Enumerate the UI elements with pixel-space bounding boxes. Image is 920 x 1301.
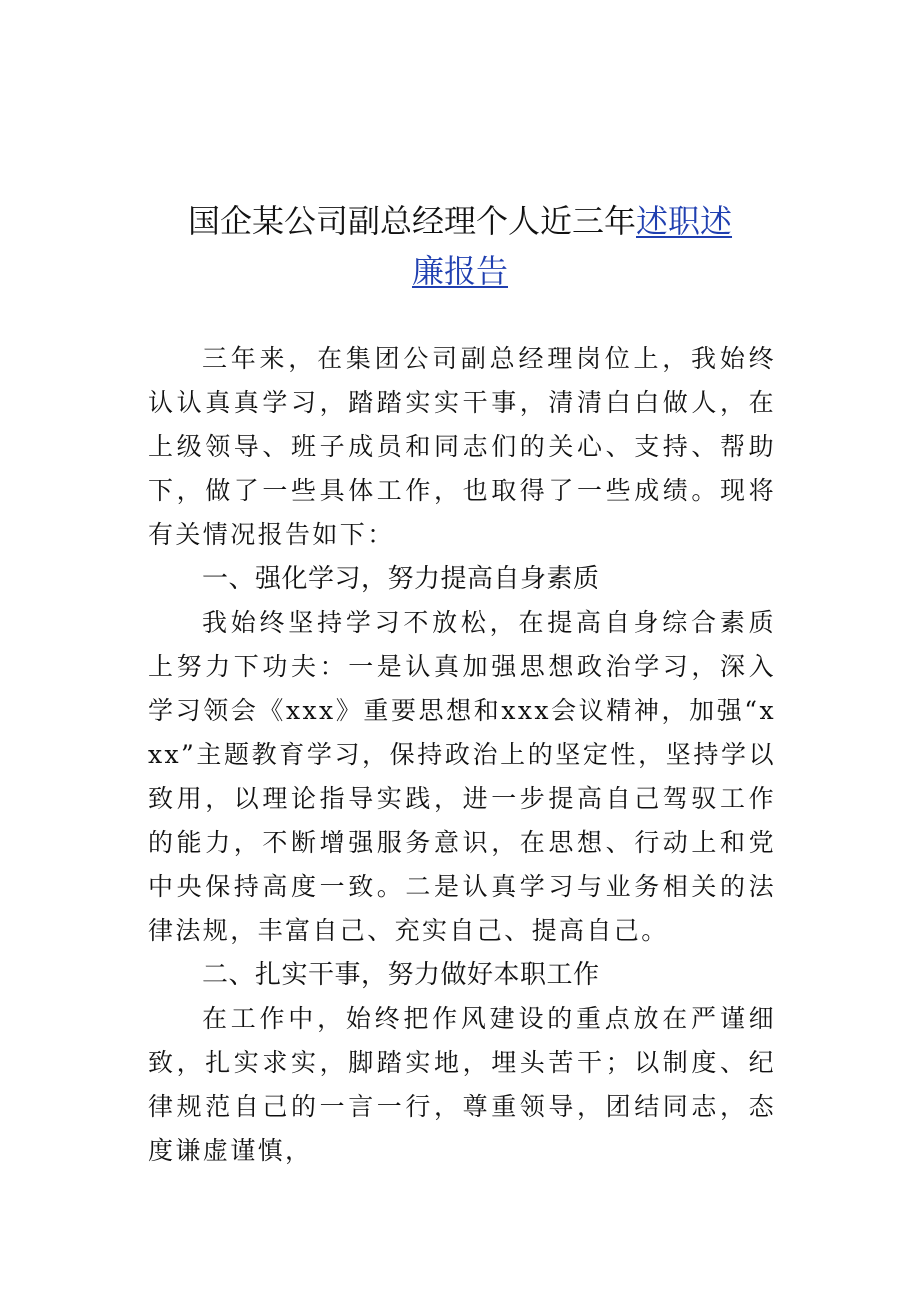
- document-title: [150, 196, 770, 296]
- title-link-part2[interactable]: 廉报告: [411, 252, 508, 290]
- section1-paragraph: 我始终坚持学习不放松，在提高自身综合素质上努力下功夫：一是认真加强思想政治学习，深入学习领会《xxx》重要思想和xxx会议精神，加强“xxx”主题教育学习，保持政治上的坚定性，坚持学以致用，以理论指导实践，进一步提高自己驾驭工作的能力，不断增强服务意识，在思想、行动上和党中央保持高度一致。二是认真学习与业务相关的法律法规，丰富自己、充实自己、提高自己。: [148, 608, 776, 945]
- title-text: 国企某公司副总经理个人近三年: [187, 202, 636, 240]
- section1-heading: 一、强化学习，努力提高自身素质: [202, 564, 600, 594]
- section2-heading: 二、扎实干事，努力做好本职工作: [202, 960, 600, 990]
- intro-paragraph: 三年来，在集团公司副总经理岗位上，我始终认认真真学习，踏踏实实干事，清清白白做人，在上级领导、班子成员和同志们的关心、支持、帮助下，做了一些具体工作，也取得了一些成绩。现将有关情况报告如下：: [148, 344, 776, 549]
- title-link-part1[interactable]: 述职述: [636, 202, 733, 240]
- section2-paragraph: 在工作中，始终把作风建设的重点放在严谨细致，扎实求实，脚踏实地，埋头苦干；以制度、纪律规范自己的一言一行，尊重领导，团结同志，态度谦虚谨慎，: [148, 1004, 776, 1165]
- document-body: [148, 337, 776, 1173]
